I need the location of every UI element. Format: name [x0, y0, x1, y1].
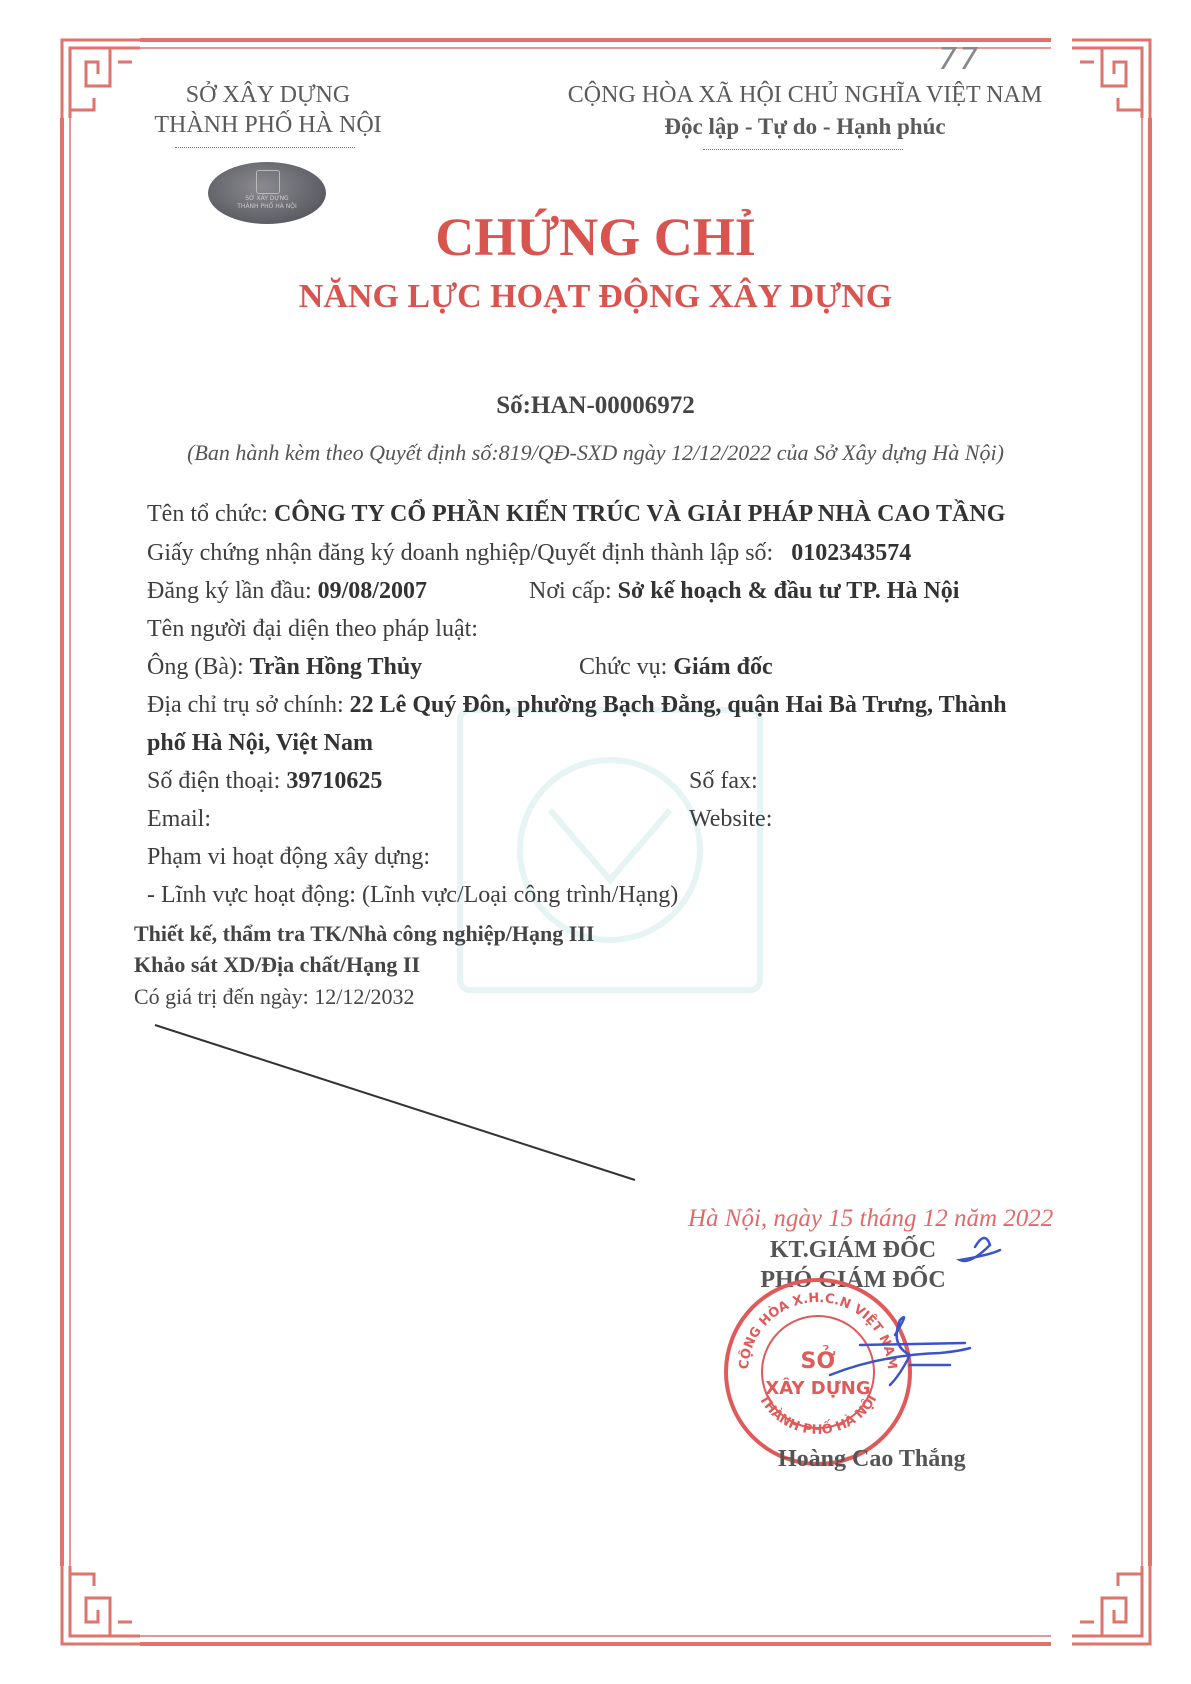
representative-name: Trần Hồng Thủy [249, 654, 423, 680]
svg-text:SỞ: SỞ [800, 1349, 836, 1374]
header-right-divider [703, 149, 903, 150]
signer-name: Hoàng Cao Thắng [778, 1446, 966, 1472]
republic-name: CỘNG HÒA XÃ HỘI CHỦ NGHĨA VIỆT NAM [567, 82, 1043, 108]
email-label: Email: [147, 806, 211, 832]
field-of-activity-label: - Lĩnh vực hoạt động: (Lĩnh vực/Loại công trình/Hạng) [147, 882, 679, 908]
department-name-line1: SỞ XÂY DỰNG [185, 82, 351, 108]
website-label: Website: [689, 806, 773, 832]
certificate-number: Số:HAN-00006972 [496, 392, 695, 419]
svg-text:THÀNH PHỐ HÀ NỘI: THÀNH PHỐ HÀ NỘI [755, 1392, 881, 1438]
svg-text:XÂY DỰNG: XÂY DỰNG [765, 1378, 871, 1399]
national-motto: Độc lập - Tự do - Hạnh phúc [664, 114, 946, 139]
registration-number: 0102343574 [791, 540, 912, 566]
representative-label: Tên người đại diện theo pháp luật: [147, 616, 478, 642]
certificate-title: CHỨNG CHỈ [435, 207, 756, 267]
issuer-row: Nơi cấp: Sở kế hoạch & đầu tư TP. Hà Nội [529, 578, 960, 604]
valid-until: Có giá trị đến ngày: 12/12/2032 [134, 984, 415, 1009]
address-row: Địa chỉ trụ sở chính: 22 Lê Quý Đôn, phường Bạch Đằng, quận Hai Bà Trưng, Thành [147, 692, 1007, 718]
corner-ornament-top-left [62, 40, 140, 118]
organization-row: Tên tổ chức: CÔNG TY CỔ PHẦN KIẾN TRÚC VÀ GIẢI PHÁP NHÀ CAO TẦNG [147, 501, 1006, 527]
place-and-date: Hà Nội, ngày 15 tháng 12 năm 2022 [688, 1205, 1054, 1232]
svg-text:CỘNG HÒA X.H.C.N VIỆT NAM: CỘNG HÒA X.H.C.N VIỆT NAM [736, 1290, 900, 1371]
watermark-emblem-icon [450, 700, 773, 1000]
organization-name: CÔNG TY CỔ PHẦN KIẾN TRÚC VÀ GIẢI PHÁP NHÀ CAO TẦNG [273, 501, 1006, 527]
department-name-line2: THÀNH PHỐ HÀ NỘI [154, 112, 382, 138]
first-registration-row: Đăng ký lần đầu: 09/08/2007 [147, 578, 427, 604]
issuer-name: Sở kế hoạch & đầu tư TP. Hà Nội [617, 578, 960, 604]
cancellation-line [150, 1020, 640, 1185]
position-value: Giám đốc [673, 654, 773, 680]
scope-item: Thiết kế, thẩm tra TK/Nhà công nghiệp/Hạng III [134, 921, 595, 946]
representative-row: Ông (Bà): Trần Hồng Thủy [147, 654, 423, 680]
phone-row: Số điện thoại: 39710625 [147, 768, 383, 794]
issuance-note: (Ban hành kèm theo Quyết định số:819/QĐ-SXD ngày 12/12/2022 của Sở Xây dựng Hà Nội) [187, 440, 1004, 465]
signer-title-1: KT.GIÁM ĐỐC [769, 1237, 937, 1263]
address-row-continued [147, 730, 373, 757]
handwritten-page-number: 77 [938, 42, 981, 77]
phone-number: 39710625 [286, 768, 383, 794]
registration-row: Giấy chứng nhận đăng ký doanh nghiệp/Quyết định thành lập số: 0102343574 [147, 540, 912, 566]
signer-title-2: PHÓ GIÁM ĐỐC [760, 1267, 946, 1293]
position-row: Chức vụ: Giám đốc [579, 654, 773, 680]
address-line2: phố Hà Nội, Việt Nam [147, 730, 374, 756]
header-left-divider [175, 147, 355, 148]
certificate-subtitle: NĂNG LỰC HOẠT ĐỘNG XÂY DỰNG [298, 278, 893, 315]
fax-label: Số fax: [689, 768, 758, 794]
emblem-seal-icon: SỞ XÂY DỰNG THÀNH PHỐ HÀ NỘI [208, 162, 326, 224]
handwritten-signature-icon [800, 1225, 1020, 1405]
first-registration-date: 09/08/2007 [317, 578, 427, 604]
address-line1: 22 Lê Quý Đôn, phường Bạch Đằng, quận Hai Bà Trưng, Thành [349, 692, 1007, 718]
scope-label: Phạm vi hoạt động xây dựng: [147, 844, 430, 870]
scope-item: Khảo sát XD/Địa chất/Hạng II [134, 952, 421, 977]
